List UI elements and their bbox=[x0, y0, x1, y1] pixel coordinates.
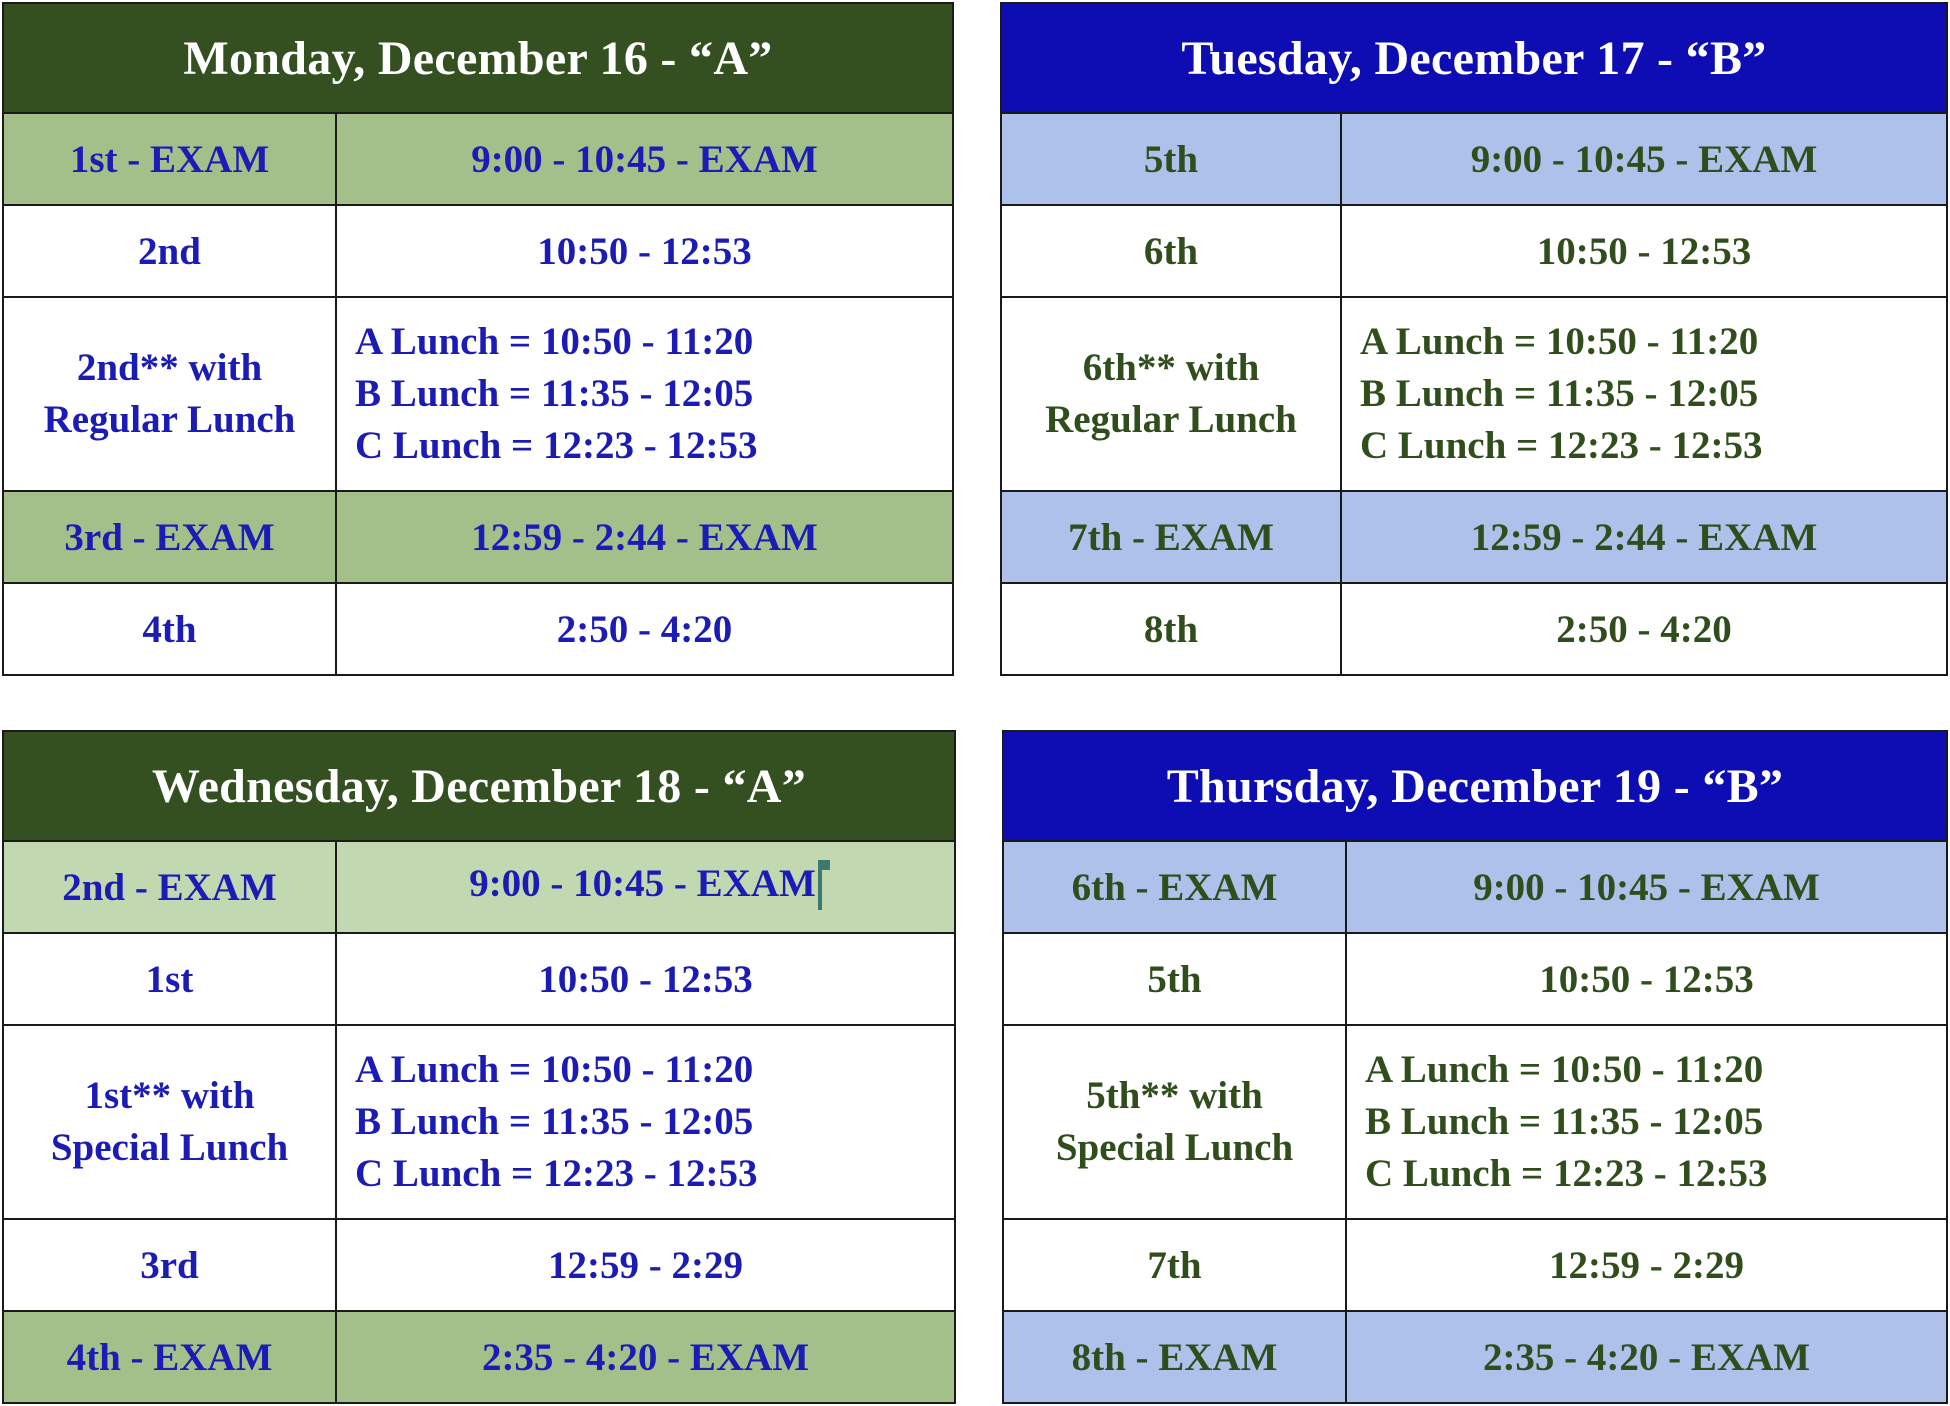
lunch-period-cell bbox=[1003, 1025, 1346, 1219]
table-row bbox=[3, 1311, 955, 1403]
text-cursor-icon bbox=[818, 860, 822, 910]
period-cell: 4th - EXAM bbox=[3, 1311, 336, 1403]
table-row bbox=[1003, 1219, 1947, 1311]
period-cell: 2nd bbox=[3, 205, 336, 297]
table-row bbox=[3, 933, 955, 1025]
table-row bbox=[1003, 933, 1947, 1025]
time-cell[interactable] bbox=[336, 841, 955, 933]
time-cell: 10:50 - 12:53 bbox=[1346, 933, 1947, 1025]
time-text: 9:00 - 10:45 - EXAM bbox=[469, 862, 816, 906]
time-cell: 2:35 - 4:20 - EXAM bbox=[1346, 1311, 1947, 1403]
time-cell: 2:35 - 4:20 - EXAM bbox=[336, 1311, 955, 1403]
period-cell: 2nd - EXAM bbox=[3, 841, 336, 933]
tuesday-schedule-table bbox=[1000, 2, 1948, 676]
lunch-type-line: Special Lunch bbox=[1055, 1126, 1294, 1169]
thursday-title: Thursday, December 19 - “B” bbox=[1003, 731, 1947, 841]
period-cell: 7th - EXAM bbox=[1001, 491, 1341, 583]
monday-schedule-table bbox=[2, 2, 954, 676]
lunch-row bbox=[3, 297, 953, 491]
b-lunch-time: B Lunch = 11:35 - 12:05 bbox=[355, 1100, 754, 1143]
table-row bbox=[1001, 491, 1947, 583]
time-cell: 12:59 - 2:29 bbox=[1346, 1219, 1947, 1311]
wednesday-schedule-table bbox=[2, 730, 956, 1404]
time-cell: 2:50 - 4:20 bbox=[336, 583, 953, 675]
time-cell: 9:00 - 10:45 - EXAM bbox=[1346, 841, 1947, 933]
lunch-row bbox=[1001, 297, 1947, 491]
lunch-type-line: Special Lunch bbox=[50, 1126, 289, 1169]
lunch-period-line: 1st** with bbox=[84, 1074, 255, 1117]
lunch-type-line: Regular Lunch bbox=[43, 398, 296, 441]
a-lunch-time: A Lunch = 10:50 - 11:20 bbox=[1365, 1048, 1764, 1091]
lunch-period-cell bbox=[3, 297, 336, 491]
time-cell: 10:50 - 12:53 bbox=[336, 933, 955, 1025]
lunch-period-line: 5th** with bbox=[1086, 1074, 1263, 1117]
tuesday-title: Tuesday, December 17 - “B” bbox=[1001, 3, 1947, 113]
period-cell: 1st - EXAM bbox=[3, 113, 336, 205]
table-row bbox=[1003, 1311, 1947, 1403]
lunch-period-cell bbox=[1001, 297, 1341, 491]
table-row bbox=[3, 1219, 955, 1311]
monday-title: Monday, December 16 - “A” bbox=[3, 3, 953, 113]
lunch-row bbox=[1003, 1025, 1947, 1219]
period-cell: 6th - EXAM bbox=[1003, 841, 1346, 933]
time-cell: 12:59 - 2:29 bbox=[336, 1219, 955, 1311]
a-lunch-time: A Lunch = 10:50 - 11:20 bbox=[355, 1048, 754, 1091]
c-lunch-time: C Lunch = 12:23 - 12:53 bbox=[1360, 424, 1763, 467]
lunch-period-line: 2nd** with bbox=[76, 346, 263, 389]
thursday-schedule-table bbox=[1002, 730, 1948, 1404]
lunch-times-cell bbox=[336, 1025, 955, 1219]
period-cell: 4th bbox=[3, 583, 336, 675]
lunch-type-line: Regular Lunch bbox=[1045, 398, 1297, 441]
time-cell: 12:59 - 2:44 - EXAM bbox=[336, 491, 953, 583]
table-row bbox=[3, 113, 953, 205]
time-cell: 2:50 - 4:20 bbox=[1341, 583, 1947, 675]
time-cell: 9:00 - 10:45 - EXAM bbox=[336, 113, 953, 205]
b-lunch-time: B Lunch = 11:35 - 12:05 bbox=[1360, 372, 1759, 415]
b-lunch-time: B Lunch = 11:35 - 12:05 bbox=[355, 372, 754, 415]
period-cell: 3rd bbox=[3, 1219, 336, 1311]
time-cell: 9:00 - 10:45 - EXAM bbox=[1341, 113, 1947, 205]
lunch-times-cell bbox=[336, 297, 953, 491]
period-cell: 8th bbox=[1001, 583, 1341, 675]
time-cell: 10:50 - 12:53 bbox=[1341, 205, 1947, 297]
period-cell: 1st bbox=[3, 933, 336, 1025]
lunch-period-line: 6th** with bbox=[1082, 346, 1260, 389]
table-row bbox=[1003, 841, 1947, 933]
period-cell: 3rd - EXAM bbox=[3, 491, 336, 583]
table-row bbox=[3, 491, 953, 583]
table-row bbox=[1001, 205, 1947, 297]
period-cell: 5th bbox=[1003, 933, 1346, 1025]
lunch-row bbox=[3, 1025, 955, 1219]
period-cell: 5th bbox=[1001, 113, 1341, 205]
table-row bbox=[3, 583, 953, 675]
table-row bbox=[1001, 583, 1947, 675]
table-row bbox=[1001, 113, 1947, 205]
period-cell: 7th bbox=[1003, 1219, 1346, 1311]
lunch-times-cell bbox=[1341, 297, 1947, 491]
b-lunch-time: B Lunch = 11:35 - 12:05 bbox=[1365, 1100, 1764, 1143]
table-row bbox=[3, 205, 953, 297]
c-lunch-time: C Lunch = 12:23 - 12:53 bbox=[355, 1152, 758, 1195]
lunch-period-cell bbox=[3, 1025, 336, 1219]
lunch-times-cell bbox=[1346, 1025, 1947, 1219]
table-row bbox=[3, 841, 955, 933]
time-cell: 10:50 - 12:53 bbox=[336, 205, 953, 297]
c-lunch-time: C Lunch = 12:23 - 12:53 bbox=[1365, 1152, 1768, 1195]
a-lunch-time: A Lunch = 10:50 - 11:20 bbox=[1360, 320, 1759, 363]
period-cell: 6th bbox=[1001, 205, 1341, 297]
c-lunch-time: C Lunch = 12:23 - 12:53 bbox=[355, 424, 758, 467]
a-lunch-time: A Lunch = 10:50 - 11:20 bbox=[355, 320, 754, 363]
wednesday-title: Wednesday, December 18 - “A” bbox=[3, 731, 955, 841]
period-cell: 8th - EXAM bbox=[1003, 1311, 1346, 1403]
time-cell: 12:59 - 2:44 - EXAM bbox=[1341, 491, 1947, 583]
